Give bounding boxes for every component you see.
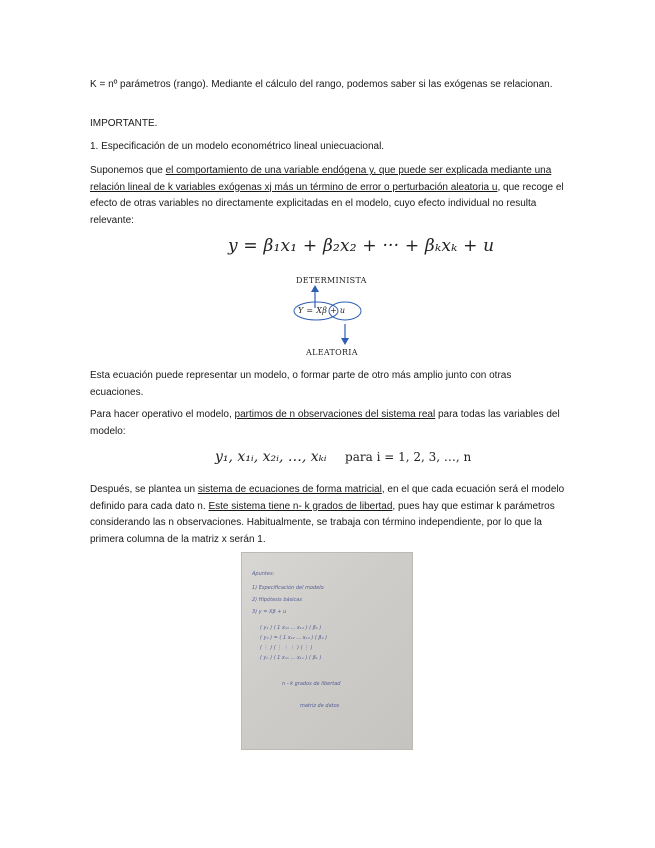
observations-index: para i = 1, 2, 3, …, n xyxy=(345,450,472,464)
handwritten-notes-photo xyxy=(241,552,413,750)
photo-line: 1) Especificación del modelo xyxy=(252,585,324,591)
underlined-definition: el comportamiento de una variable endógena y, que puede ser explicada mediante una relación lineal de k variables exógenas xj más un término de error o perturbación aleatoria u xyxy=(90,165,552,193)
photo-line: Apuntes: xyxy=(252,571,275,577)
underlined-observations: partimos de n observaciones del sistema real xyxy=(234,409,436,420)
photo-line: n - k grados de libertad xyxy=(282,681,341,687)
down-arrow-icon xyxy=(341,338,349,345)
text-fragment: , en el que cada ecuación será el modelo definido para cada dato n. xyxy=(90,484,565,512)
paragraph-matrix-system xyxy=(90,482,565,548)
paragraph-observations xyxy=(90,407,565,440)
paragraph-rank: K = nº parámetros (rango). Mediante el cálculo del rango, podemos saber si las exógenas se relacionan. xyxy=(90,79,553,90)
photo-line: ( ⋮ ) ( ⋮ ⋮ ⋮ ) ( ⋮ ) xyxy=(260,645,313,651)
photo-line: ( y₁ ) ( 1 x₁₁ ... xₖ₁ ) ( β₁ ) xyxy=(260,625,322,631)
up-arrow-icon xyxy=(311,285,319,292)
paragraph-assumption xyxy=(90,163,565,229)
section-title: 1. Especificación de un modelo econométrico lineal uniecuacional. xyxy=(90,141,385,152)
text-fragment: Para hacer operativo el modelo, xyxy=(90,409,235,420)
model-equation: y = β₁x₁ + β₂x₂ + ··· + βₖxₖ + u xyxy=(228,236,495,256)
observations-vars: y₁, x₁ᵢ, x₂ᵢ, …, xₖᵢ xyxy=(215,449,327,465)
text-fragment: , que recoge el efecto de otras variables no directamente explicitadas en el modelo, cuyo efecto individual no resulta relevante: xyxy=(90,181,564,226)
photo-line: 3) y = Xβ + u xyxy=(252,609,287,615)
text-fragment: , pues hay que estimar k parámetros considerando las n observaciones. Habitualmente, se trabaja con término independiente, por lo que la primera columna de la matriz x serán 1. xyxy=(90,500,555,545)
heading-important: IMPORTANTE. xyxy=(90,118,158,129)
underlined-degrees-freedom: Este sistema tiene n- k grados de libertad xyxy=(208,500,393,512)
paragraph-equation-role: Esta ecuación puede representar un modelo, o formar parte de otro más amplio junto con otras ecuaciones. xyxy=(90,370,512,398)
text-fragment: Suponemos que xyxy=(90,165,166,176)
photo-line: matriz de datos xyxy=(300,703,340,709)
model-diagram xyxy=(290,272,380,362)
aleatoria-label: ALEATORIA xyxy=(306,348,358,357)
text-fragment: para todas las variables del modelo: xyxy=(90,409,560,437)
observations-equation xyxy=(215,449,471,465)
photo-line: ( yₙ ) ( 1 x₁ₙ ... xₖₙ ) ( βₖ ) xyxy=(260,655,322,661)
determinista-label: DETERMINISTA xyxy=(296,276,367,285)
photo-line: ( y₂ ) = ( 1 x₁₂ ... xₖ₂ ) ( β₂ ) xyxy=(260,635,328,641)
photo-line: 2) Hipótesis básicas xyxy=(252,597,302,603)
underlined-matrix-system: sistema de ecuaciones de forma matricial xyxy=(197,484,382,495)
text-fragment: Después, se plantea un xyxy=(90,484,198,495)
center-expression: Y = Xβ + u xyxy=(298,306,346,315)
